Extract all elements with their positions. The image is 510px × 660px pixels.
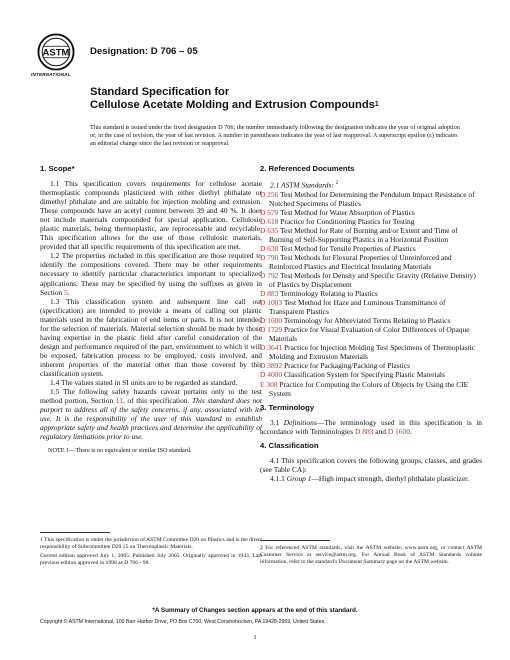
footnote-rule-left xyxy=(40,532,110,533)
reference-item: D 256 Test Method for Determining the Pendulum Impact Resistance of Notched Specimens of Plastics xyxy=(260,189,475,208)
scope-1-4: 1.4 The values stated in SI units are to be regarded as standard. xyxy=(50,378,238,388)
reference-code[interactable]: D 790 xyxy=(260,252,279,262)
title-line-2 xyxy=(90,99,379,112)
reference-code[interactable]: D 1729 xyxy=(260,325,283,335)
reference-item: D 3641 Practice for Injection Molding Test Specimens of Thermoplastic Molding and Extrusion Materials xyxy=(260,343,476,362)
classification-heading: 4. Classification xyxy=(260,440,319,450)
reference-code[interactable]: D 1003 xyxy=(260,298,283,308)
logo-text: ASTM xyxy=(42,47,70,59)
footnote-2: 2 For referenced ASTM standards, visit the ASTM website, www.astm.org, or contact ASTM Customer Service at service@astm.org. For Annual Book of ASTM Standards volume information, refer to the standard's Document Summary page on the ASTM website. xyxy=(260,545,482,565)
title-footnote-mark: 1 xyxy=(374,101,379,109)
scope-1-3: 1.3 This classification system and subsequent line call out (specification) are intended to provide a means of calling out plastic materials used in the fabrication of end items or parts. It is not intended for the selection of materials. Material selection should be made by those having expertise in the plastic field after careful consideration of the design and performance required of the part, environment to which it will be exposed, fabrication process to be employed, costs involved, and inherent properties of the material other than those covered by this classification system. xyxy=(40,296,262,378)
reference-code[interactable]: D 570 xyxy=(260,207,279,217)
reference-item: D 4000 Classification System for Specifying Plastic Materials xyxy=(260,370,445,380)
terminology-heading: 3. Terminology xyxy=(260,402,315,412)
astm-standards-label: 2.1 ASTM Standards: $^2$ xyxy=(270,180,339,190)
safety-caveat: This standard does not purport to address all of the safety concerns, if any, associated with its use. It is the responsibility of the user of this standard to establish appropriate safety and health practices and determine the applicability of regulatory limitations prior to use. xyxy=(40,396,262,442)
reference-item: D 570 Test Method for Water Absorption of Plastics xyxy=(260,207,415,217)
reference-item: D 635 Test Method for Rate of Burning and/or Extent and Time of Burning of Self-Supporting Plastics in a Horizontal Position xyxy=(260,225,458,244)
reference-code[interactable]: D 792 xyxy=(260,270,279,280)
reference-code[interactable]: D 638 xyxy=(260,243,279,253)
reference-code[interactable]: D 635 xyxy=(260,225,279,235)
reference-list xyxy=(260,190,482,398)
classification-4-1-1: 4.1.1 Group 1—High impact strength, diethyl phthalate plasticizer. xyxy=(270,473,470,483)
issuance-notice: This standard is issued under the fixed designation D 706; the number immediately following the designation indicates the year of original adoption or, in the case of revision, the year of last revision. A number in parentheses indicates the year of last reapproval. A superscript epsilon (ε) indicates an editorial change since the last revision or reapproval. xyxy=(90,124,460,147)
reference-item: D 3892 Practice for Packaging/Packing of Plastics xyxy=(260,361,410,371)
summary-of-changes-note: *A Summary of Changes section appears at the end of this standard. xyxy=(152,607,358,614)
note-1: NOTE 1—There is no equivalent or similar ISO standard. xyxy=(48,447,192,455)
designation: Designation: D 706 – 05 xyxy=(90,46,198,57)
reference-item: D 790 Test Methods for Flexural Properties of Unreinforced and Reinforced Plastics and Electrical Insulating Materials xyxy=(260,252,452,271)
reference-item: D 618 Practice for Conditioning Plastics for Testing xyxy=(260,216,415,226)
reference-code[interactable]: D 3892 xyxy=(260,361,283,371)
d1600-link[interactable]: D 1600 xyxy=(387,426,410,436)
footnote-rule-right xyxy=(260,540,330,541)
reference-item: D 1729 Practice for Visual Evaluation of Color Differences of Opaque Materials xyxy=(260,325,470,344)
astm-logo xyxy=(37,33,75,71)
footnote-1: 1 This specification is under the jurisdiction of ASTM Committee D20 on Plastics and is the direct responsibility of Subcommittee D20.15 on Thermoplastic Materials. Current edition approved July 1, 2005. Published July 2005. Originally approved in 1943. Last previous edition approved in 1998 as D 706 - 98. xyxy=(40,537,262,566)
reference-code[interactable]: D 4000 xyxy=(260,370,283,380)
reference-item: D 638 Test Method for Tensile Properties of Plastics xyxy=(260,243,416,253)
reference-item: E 308 Practice for Computing the Colors of Objects by Using the CIE System xyxy=(260,379,469,398)
reference-code[interactable]: D 3641 xyxy=(260,343,283,353)
title-main: Cellulose Acetate Molding and Extrusion Compounds xyxy=(90,99,375,112)
page-number: 1 xyxy=(253,634,257,641)
scope-1-1: 1.1 This specification covers requirements for cellulose acetate thermoplastic compounds plasticized with either diethyl phthalate or dimethyl phthalate and are suitable for injection molding and extrusion. These compounds have an acetyl content between 39 and 40 %. It does not include materials compounded for special application. Cellulosic plastic materials, being thermoplastic, are reprocessable and recyclable. This specification allows for the use of those cellulosic materials, provided that all specific requirements of this specification are met. xyxy=(40,179,262,252)
reference-item: D 1600 Terminology for Abbreviated Terms Relating to Plastics xyxy=(260,316,451,326)
reference-code[interactable]: D 256 xyxy=(260,189,279,199)
d883-link[interactable]: D 883 xyxy=(354,426,374,436)
copyright: Copyright © ASTM International, 100 Barr Harbor Drive, PO Box C700, West Conshohocken, PA 19428-2959, United States. xyxy=(40,619,326,625)
right-column xyxy=(260,164,482,483)
references-heading: 2. Referenced Documents xyxy=(260,164,355,173)
scope-1-5: 1.5 The following safety hazards caveat pertains only to the test method portion, Section 11, of this specification. This standard does not purport to address all of the safety concerns, if any, associated with its use. It is the responsibility of the user of this standard to establish appropriate safety and health practices and determine the applicability of regulatory limitations prior to use. xyxy=(40,387,262,442)
scope-heading: 1. Scope* xyxy=(40,164,75,173)
section-5-link[interactable]: 5 xyxy=(64,287,68,297)
section-11-link[interactable]: 11 xyxy=(115,396,123,406)
classification-4-1: 4.1 This specification covers the following groups, classes, and grades (see Table CA): xyxy=(260,455,482,474)
reference-code[interactable]: D 883 xyxy=(260,289,279,299)
reference-item: D 883 Terminology Relating to Plastics xyxy=(260,289,378,299)
document-title xyxy=(90,86,379,113)
reference-item: D 1003 Test Method for Haze and Luminous Transmittance of Transparent Plastics xyxy=(260,298,446,317)
reference-code[interactable]: D 1600 xyxy=(260,316,283,326)
left-column xyxy=(40,164,262,455)
astm-logo-mark xyxy=(37,33,75,71)
scope-1-2: 1.2 The properties included in this specification are those required to identify the compositions covered. There may be other requirements necessary to identify particular characteristics important to specialized applications. These may be specified by using the suffixes as given in Section 5. xyxy=(40,251,262,297)
reference-code[interactable]: E 308 xyxy=(260,379,278,389)
title-line-1: Standard Specification for xyxy=(90,86,230,98)
reference-code[interactable]: D 618 xyxy=(260,216,279,226)
reference-item: D 792 Test Methods for Density and Specific Gravity (Relative Density) of Plastics by Displacement xyxy=(260,270,476,289)
terminology-3-1: 3.1 Definitions—The terminology used in this specification is in accordance with Terminologies D 883 and D 1600. xyxy=(260,417,482,436)
logo-caption: INTERNATIONAL xyxy=(31,72,71,77)
